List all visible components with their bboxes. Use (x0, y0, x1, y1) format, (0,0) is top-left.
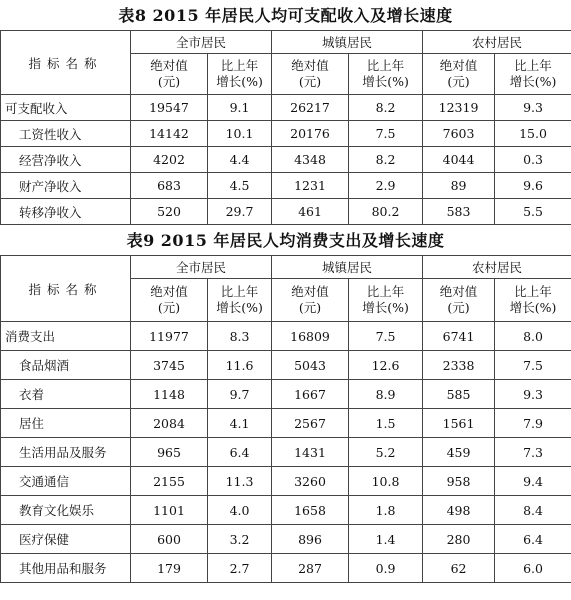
table9-item-header: 指标名称 (1, 256, 131, 322)
table8-group-rural: 农村居民 (423, 31, 571, 54)
table9-col-growth (349, 279, 423, 322)
row-label: 交通通信 (1, 467, 131, 496)
table-row (1, 438, 571, 467)
growth-rate-cell: 9.3 (495, 95, 571, 121)
absolute-value-cell: 600 (131, 525, 208, 554)
growth-rate-cell: 9.4 (495, 467, 571, 496)
absolute-value-cell: 683 (131, 173, 208, 199)
col-abs-line1: 绝对值 (439, 284, 478, 299)
absolute-value-cell: 3260 (272, 467, 349, 496)
table9-col-abs (423, 279, 495, 322)
row-label: 其他用品和服务 (1, 554, 131, 583)
growth-rate-cell: 80.2 (349, 199, 423, 225)
col-growth-line2: 增长(%) (509, 300, 557, 315)
col-growth-line2: 增长(%) (509, 74, 557, 89)
col-abs-line1: 绝对值 (291, 58, 329, 73)
growth-rate-cell: 8.4 (495, 496, 571, 525)
absolute-value-cell: 287 (272, 554, 349, 583)
col-abs-line2: (元) (298, 74, 322, 89)
row-label: 可支配收入 (1, 95, 131, 121)
table8-col-growth (349, 54, 423, 95)
growth-rate-cell: 0.9 (349, 554, 423, 583)
col-growth-line1: 比上年 (366, 284, 405, 299)
growth-rate-cell: 5.2 (349, 438, 423, 467)
growth-rate-cell: 1.8 (349, 496, 423, 525)
growth-rate-cell: 2.9 (349, 173, 423, 199)
col-growth-line1: 比上年 (514, 58, 552, 73)
col-growth-line1: 比上年 (220, 58, 259, 73)
table9-group-rural: 农村居民 (423, 256, 571, 279)
absolute-value-cell: 1658 (272, 496, 349, 525)
table-row (1, 496, 571, 525)
col-abs-line2: (元) (447, 74, 470, 89)
growth-rate-cell: 10.1 (208, 121, 272, 147)
table8-col-growth (208, 54, 272, 95)
absolute-value-cell: 1561 (423, 409, 495, 438)
growth-rate-cell: 0.3 (495, 147, 571, 173)
growth-rate-cell: 8.2 (349, 95, 423, 121)
growth-rate-cell: 15.0 (495, 121, 571, 147)
table-row (1, 173, 571, 199)
row-label: 居住 (1, 409, 131, 438)
growth-rate-cell: 29.7 (208, 199, 272, 225)
growth-rate-cell: 9.6 (495, 173, 571, 199)
table-row (1, 409, 571, 438)
row-label: 财产净收入 (1, 173, 131, 199)
growth-rate-cell: 8.0 (495, 322, 571, 351)
growth-rate-cell: 7.5 (349, 121, 423, 147)
growth-rate-cell: 9.7 (208, 380, 272, 409)
absolute-value-cell: 1667 (272, 380, 349, 409)
table9-group-all: 全市居民 (131, 256, 272, 279)
absolute-value-cell: 461 (272, 199, 349, 225)
growth-rate-cell: 4.1 (208, 409, 272, 438)
absolute-value-cell: 2084 (131, 409, 208, 438)
table-row (1, 322, 571, 351)
table9-col-abs (272, 279, 349, 322)
absolute-value-cell: 1431 (272, 438, 349, 467)
growth-rate-cell: 7.5 (349, 322, 423, 351)
table8-title: 表8 2015 年居民人均可支配收入及增长速度 (118, 6, 453, 25)
growth-rate-cell: 8.9 (349, 380, 423, 409)
row-label: 食品烟酒 (1, 351, 131, 380)
absolute-value-cell: 16809 (272, 322, 349, 351)
growth-rate-cell: 7.3 (495, 438, 571, 467)
absolute-value-cell: 179 (131, 554, 208, 583)
table-row (1, 525, 571, 554)
absolute-value-cell: 498 (423, 496, 495, 525)
col-growth-line1: 比上年 (366, 58, 405, 73)
row-label: 医疗保健 (1, 525, 131, 554)
growth-rate-cell: 7.5 (495, 351, 571, 380)
col-growth-line2: 增长(%) (216, 300, 263, 315)
row-label: 教育文化娱乐 (1, 496, 131, 525)
absolute-value-cell: 583 (423, 199, 495, 225)
row-label: 衣着 (1, 380, 131, 409)
growth-rate-cell: 8.3 (208, 322, 272, 351)
table-row (1, 351, 571, 380)
growth-rate-cell: 8.2 (349, 147, 423, 173)
table8-group-all: 全市居民 (131, 31, 272, 54)
absolute-value-cell: 6741 (423, 322, 495, 351)
absolute-value-cell: 14142 (131, 121, 208, 147)
table8-group-urban: 城镇居民 (272, 31, 423, 54)
absolute-value-cell: 11977 (131, 322, 208, 351)
absolute-value-cell: 896 (272, 525, 349, 554)
table9-col-growth (495, 279, 571, 322)
col-abs-line1: 绝对值 (291, 284, 329, 299)
absolute-value-cell: 89 (423, 173, 495, 199)
table9-title: 表9 2015 年居民人均消费支出及增长速度 (126, 231, 445, 250)
absolute-value-cell: 19547 (131, 95, 208, 121)
absolute-value-cell: 3745 (131, 351, 208, 380)
table-row (1, 199, 571, 225)
growth-rate-cell: 4.0 (208, 496, 272, 525)
table-row (1, 467, 571, 496)
growth-rate-cell: 1.4 (349, 525, 423, 554)
table9 (0, 255, 571, 583)
growth-rate-cell: 4.5 (208, 173, 272, 199)
absolute-value-cell: 62 (423, 554, 495, 583)
absolute-value-cell: 958 (423, 467, 495, 496)
table-row (1, 554, 571, 583)
table9-col-abs (131, 279, 208, 322)
col-abs-line2: (元) (447, 300, 470, 315)
col-growth-line2: 增长(%) (216, 74, 263, 89)
absolute-value-cell: 965 (131, 438, 208, 467)
col-abs-line2: (元) (157, 74, 181, 89)
absolute-value-cell: 2567 (272, 409, 349, 438)
col-abs-line1: 绝对值 (439, 58, 478, 73)
row-label: 工资性收入 (1, 121, 131, 147)
row-label: 经营净收入 (1, 147, 131, 173)
absolute-value-cell: 280 (423, 525, 495, 554)
absolute-value-cell: 4044 (423, 147, 495, 173)
growth-rate-cell: 6.0 (495, 554, 571, 583)
absolute-value-cell: 459 (423, 438, 495, 467)
row-label: 消费支出 (1, 322, 131, 351)
growth-rate-cell: 11.6 (208, 351, 272, 380)
growth-rate-cell: 9.3 (495, 380, 571, 409)
col-abs-line1: 绝对值 (150, 284, 188, 299)
absolute-value-cell: 520 (131, 199, 208, 225)
table-row (1, 121, 571, 147)
absolute-value-cell: 4202 (131, 147, 208, 173)
growth-rate-cell: 7.9 (495, 409, 571, 438)
table-row (1, 95, 571, 121)
table-row (1, 147, 571, 173)
absolute-value-cell: 26217 (272, 95, 349, 121)
growth-rate-cell: 1.5 (349, 409, 423, 438)
table9-group-header-row (1, 256, 571, 279)
growth-rate-cell: 6.4 (208, 438, 272, 467)
col-abs-line2: (元) (157, 300, 181, 315)
growth-rate-cell: 5.5 (495, 199, 571, 225)
table8-col-abs (423, 54, 495, 95)
growth-rate-cell: 3.2 (208, 525, 272, 554)
table9-col-growth (208, 279, 272, 322)
table-row (1, 380, 571, 409)
table8 (0, 30, 571, 225)
growth-rate-cell: 2.7 (208, 554, 272, 583)
growth-rate-cell: 9.1 (208, 95, 272, 121)
table8-col-abs (272, 54, 349, 95)
absolute-value-cell: 1231 (272, 173, 349, 199)
table8-group-header-row (1, 31, 571, 54)
col-growth-line2: 增长(%) (362, 74, 409, 89)
absolute-value-cell: 1101 (131, 496, 208, 525)
table9-group-urban: 城镇居民 (272, 256, 423, 279)
growth-rate-cell: 12.6 (349, 351, 423, 380)
col-growth-line1: 比上年 (514, 284, 552, 299)
absolute-value-cell: 2338 (423, 351, 495, 380)
absolute-value-cell: 585 (423, 380, 495, 409)
absolute-value-cell: 7603 (423, 121, 495, 147)
growth-rate-cell: 10.8 (349, 467, 423, 496)
col-abs-line2: (元) (298, 300, 322, 315)
absolute-value-cell: 2155 (131, 467, 208, 496)
growth-rate-cell: 11.3 (208, 467, 272, 496)
row-label: 转移净收入 (1, 199, 131, 225)
growth-rate-cell: 4.4 (208, 147, 272, 173)
table8-col-abs (131, 54, 208, 95)
table8-item-header: 指标名称 (1, 31, 131, 95)
table8-col-growth (495, 54, 571, 95)
absolute-value-cell: 5043 (272, 351, 349, 380)
col-abs-line1: 绝对值 (150, 58, 188, 73)
col-growth-line1: 比上年 (220, 284, 259, 299)
absolute-value-cell: 4348 (272, 147, 349, 173)
col-growth-line2: 增长(%) (362, 300, 409, 315)
absolute-value-cell: 1148 (131, 380, 208, 409)
absolute-value-cell: 20176 (272, 121, 349, 147)
row-label: 生活用品及服务 (1, 438, 131, 467)
growth-rate-cell: 6.4 (495, 525, 571, 554)
absolute-value-cell: 12319 (423, 95, 495, 121)
